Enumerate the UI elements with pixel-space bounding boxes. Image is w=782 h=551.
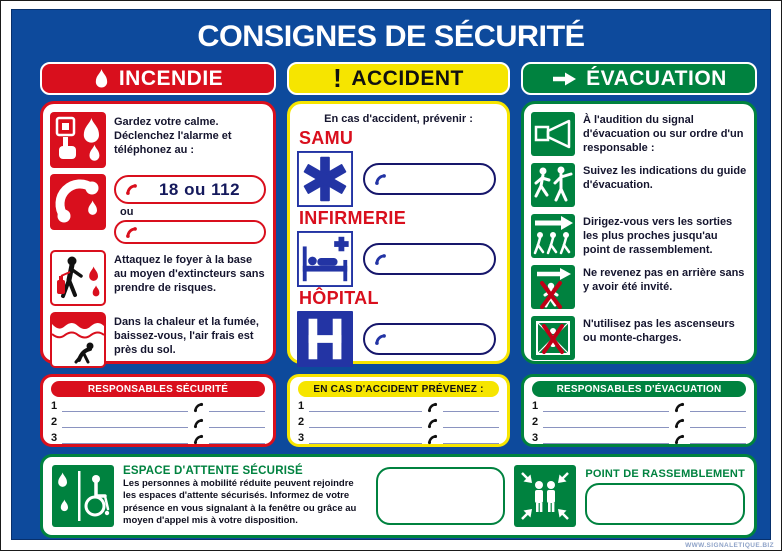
phone-handset-icon: [193, 402, 204, 413]
incendie-phone-block: [114, 174, 266, 244]
accident-intro: En cas d'accident, prévenir :: [324, 113, 473, 125]
incendie-step-smoke-text: Dans la chaleur et la fumée, baissez-vous, l'air frais est près du sol.: [114, 316, 259, 356]
incendie-step-alarm: [50, 112, 266, 168]
name-line: [309, 401, 422, 412]
or-label: ou: [120, 206, 134, 218]
evacuation-header-label: ÉVACUATION: [586, 66, 727, 90]
contact-row-samu: [297, 151, 500, 207]
line-number: 3: [51, 432, 58, 445]
point-rassemblement-blank-box: [585, 483, 745, 525]
responsable-line: [532, 417, 746, 428]
line-number: 2: [532, 416, 539, 429]
column-accident: [287, 62, 510, 364]
phone-pill-samu: [363, 163, 496, 195]
name-line: [62, 417, 188, 428]
espace-attente-text: Les personnes à mobilité réduite peuvent rejoindre les espaces d'attente sécurisés. Informez de votre présence en vous signalant à la fenêtre ou grâce au moyen d'appel mis à votre disposition.: [123, 478, 357, 526]
responsables-securite-box: [40, 374, 276, 447]
phone-handset-icon: [125, 226, 138, 239]
smoke-crouch-icon: [50, 312, 106, 368]
phone-line: [443, 433, 499, 444]
phone-handset-icon: [193, 434, 204, 445]
exit-crowd-icon: [531, 214, 575, 258]
phone-line: [443, 401, 499, 412]
espace-attente-block: [123, 465, 367, 527]
phone-handset-icon: [427, 418, 438, 429]
evacuation-guide-icon: [531, 163, 575, 207]
espace-attente-title: ESPACE D'ATTENTE SÉCURISÉ: [123, 465, 303, 478]
name-line: [543, 401, 669, 412]
exclamation-icon: !: [333, 62, 343, 93]
phone-handset-icon: [374, 253, 387, 266]
incendie-card: [40, 101, 276, 364]
column-incendie: [40, 62, 276, 364]
contact-label-infirmerie: INFIRMERIE: [299, 208, 407, 228]
evacuation-step-exits: [531, 214, 747, 258]
accident-header-label: ACCIDENT: [351, 66, 464, 90]
responsable-line: [298, 401, 499, 412]
point-rassemblement-title: POINT DE RASSEMBLEMENT: [585, 467, 745, 480]
blue-panel: [11, 9, 771, 540]
phone-handset-icon: [193, 418, 204, 429]
assembly-point-icon: [514, 465, 576, 527]
secured-waiting-area-icon: [52, 465, 114, 527]
phone-line: [209, 417, 265, 428]
hospital-h-icon: [297, 311, 353, 367]
phone-pill-empty: [114, 220, 266, 244]
no-elevator-icon: [531, 316, 575, 360]
phone-line: [690, 401, 746, 412]
evacuation-step-signal: [531, 112, 747, 156]
line-number: 1: [532, 400, 539, 413]
evacuation-step-no-return: [531, 265, 747, 309]
incendie-step-extinguisher: [50, 250, 266, 306]
phone-line: [209, 401, 265, 412]
responsables-securite-lines: [51, 401, 265, 444]
phone-pill-hopital: [363, 323, 496, 355]
responsable-line: [51, 417, 265, 428]
responsable-line: [298, 433, 499, 444]
arrow-right-icon: [551, 71, 577, 87]
line-number: 1: [51, 400, 58, 413]
evacuation-step-guide: [531, 163, 747, 207]
contact-label-hopital: HÔPITAL: [299, 288, 379, 308]
responsable-line: [298, 417, 499, 428]
responsable-line: [51, 401, 265, 412]
contact-row-infirmerie: [297, 231, 500, 287]
evacuation-step-no-return-text: Ne revenez pas en arrière sans y avoir été invité.: [583, 267, 745, 293]
incendie-step-phone: [50, 174, 266, 244]
point-rassemblement-block: [585, 468, 745, 525]
name-line: [543, 433, 669, 444]
incendie-step-alarm-text: Gardez votre calme. Déclenchez l'alarme et téléphonez au :: [114, 116, 232, 156]
watermark: WWW.SIGNALETIQUE.BIZ: [685, 542, 774, 549]
alarm-horn-icon: [531, 112, 575, 156]
phone-number-pill: [114, 175, 266, 204]
phone-line: [690, 433, 746, 444]
accident-prevenez-lines: [298, 401, 499, 444]
responsables-evacuation-lines: [532, 401, 746, 444]
incendie-header-label: INCENDIE: [118, 66, 224, 90]
phone-line: [690, 417, 746, 428]
accident-card: [287, 101, 510, 364]
name-line: [309, 417, 422, 428]
bottom-strip: [40, 454, 757, 538]
name-line: [62, 433, 188, 444]
phone-handset-icon: [374, 173, 387, 186]
line-number: 2: [298, 416, 305, 429]
line-number: 3: [298, 432, 305, 445]
phone-line: [443, 417, 499, 428]
responsables-evacuation-title: RESPONSABLES D'ÉVACUATION: [532, 381, 746, 397]
phone-handset-icon: [125, 183, 138, 196]
contact-row-hopital: [297, 311, 500, 367]
evacuation-step-no-elevator: [531, 316, 747, 360]
column-evacuation: [521, 62, 757, 364]
phone-handset-icon: [674, 402, 685, 413]
line-number: 2: [51, 416, 58, 429]
name-line: [309, 433, 422, 444]
responsables-evacuation-box: [521, 374, 757, 447]
star-of-life-icon: [297, 151, 353, 207]
accident-header: [287, 62, 510, 95]
phone-handset-icon: [427, 434, 438, 445]
espace-attente-blank-box: [376, 467, 505, 525]
phone-handset-icon: [374, 333, 387, 346]
accident-prevenez-title: EN CAS D'ACCIDENT PRÉVENEZ :: [298, 381, 499, 397]
contact-label-samu: SAMU: [299, 128, 354, 148]
phone-pill-infirmerie: [363, 243, 496, 275]
fire-alarm-icon: [50, 112, 106, 168]
name-line: [62, 401, 188, 412]
line-number: 1: [298, 400, 305, 413]
name-line: [543, 417, 669, 428]
responsable-line: [532, 401, 746, 412]
emergency-number: 18 ou 112: [158, 179, 241, 199]
responsable-line: [51, 433, 265, 444]
evacuation-card: [521, 101, 757, 364]
phone-line: [209, 433, 265, 444]
incendie-header: [40, 62, 276, 95]
line-number: 3: [532, 432, 539, 445]
phone-handset-icon: [674, 418, 685, 429]
incendie-step-smoke: [50, 312, 266, 368]
phone-handset-icon: [674, 434, 685, 445]
responsables-row: [40, 374, 757, 447]
phone-fire-icon: [50, 174, 106, 230]
responsable-line: [532, 433, 746, 444]
evacuation-step-signal-text: À l'audition du signal d'évacuation ou sur ordre d'un responsable :: [583, 114, 744, 154]
incendie-step-extinguisher-text: Attaquez le foyer à la base au moyen d'extincteurs sans prendre de risques.: [114, 254, 265, 294]
phone-handset-icon: [427, 402, 438, 413]
evacuation-step-exits-text: Dirigez-vous vers les sorties les plus proches jusqu'au point de rassemblement.: [583, 216, 733, 256]
evacuation-header: [521, 62, 757, 95]
evacuation-step-no-elevator-text: N'utilisez pas les ascenseurs ou monte-charges.: [583, 318, 735, 344]
no-return-icon: [531, 265, 575, 309]
extinguisher-icon: [50, 250, 106, 306]
flame-icon: [93, 68, 110, 90]
main-columns: [40, 62, 757, 364]
responsables-securite-title: RESPONSABLES SÉCURITÉ: [51, 381, 265, 397]
accident-prevenez-box: [287, 374, 510, 447]
evacuation-step-guide-text: Suivez les indications du guide d'évacuation.: [583, 165, 747, 191]
infirmary-bed-icon: [297, 231, 353, 287]
poster-title: CONSIGNES DE SÉCURITÉ: [197, 20, 585, 53]
